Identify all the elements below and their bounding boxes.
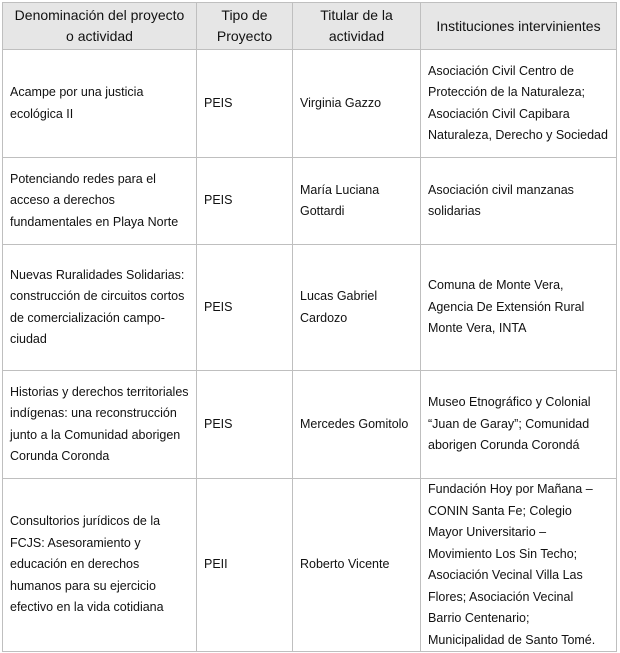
table-row — [3, 245, 617, 371]
cell-titular: Roberto Vicente — [293, 479, 421, 652]
table-row — [3, 158, 617, 245]
cell-denominacion: Acampe por una justicia ecológica II — [3, 50, 197, 158]
table-row — [3, 479, 617, 652]
cell-tipo: PEIS — [197, 371, 293, 479]
projects-table — [2, 2, 617, 652]
cell-instituciones: Fundación Hoy por Mañana – CONIN Santa Fe; Colegio Mayor Universitario – Movimiento Los Sin Techo; Asociación Vecinal Villa Las Flores; Asociación Vecinal Barrio Centenario; Municipalidad de Santo Tomé. — [421, 479, 617, 652]
cell-tipo: PEII — [197, 479, 293, 652]
header-denominacion: Denominación del proyecto o actividad — [3, 3, 197, 50]
cell-instituciones: Asociación Civil Centro de Protección de la Naturaleza; Asociación Civil Capibara Naturaleza, Derecho y Sociedad — [421, 50, 617, 158]
cell-tipo: PEIS — [197, 245, 293, 371]
cell-denominacion: Consultorios jurídicos de la FCJS: Asesoramiento y educación en derechos humanos para su ejercicio efectivo en la vida cotidiana — [3, 479, 197, 652]
header-titular: Titular de la actividad — [293, 3, 421, 50]
cell-denominacion: Nuevas Ruralidades Solidarias: construcción de circuitos cortos de comercialización campo-ciudad — [3, 245, 197, 371]
cell-titular: Lucas Gabriel Cardozo — [293, 245, 421, 371]
cell-instituciones: Asociación civil manzanas solidarias — [421, 158, 617, 245]
cell-denominacion: Historias y derechos territoriales indígenas: una reconstrucción junto a la Comunidad aborigen Corunda Coronda — [3, 371, 197, 479]
cell-instituciones: Comuna de Monte Vera, Agencia De Extensión Rural Monte Vera, INTA — [421, 245, 617, 371]
header-tipo: Tipo de Proyecto — [197, 3, 293, 50]
cell-denominacion: Potenciando redes para el acceso a derechos fundamentales en Playa Norte — [3, 158, 197, 245]
cell-titular: Mercedes Gomitolo — [293, 371, 421, 479]
header-instituciones: Instituciones intervinientes — [421, 3, 617, 50]
cell-tipo: PEIS — [197, 158, 293, 245]
cell-instituciones: Museo Etnográfico y Colonial “Juan de Garay”; Comunidad aborigen Corunda Corondá — [421, 371, 617, 479]
table-header-row — [3, 3, 617, 50]
cell-titular: María Luciana Gottardi — [293, 158, 421, 245]
table-row — [3, 50, 617, 158]
cell-tipo: PEIS — [197, 50, 293, 158]
table-row — [3, 371, 617, 479]
cell-titular: Virginia Gazzo — [293, 50, 421, 158]
